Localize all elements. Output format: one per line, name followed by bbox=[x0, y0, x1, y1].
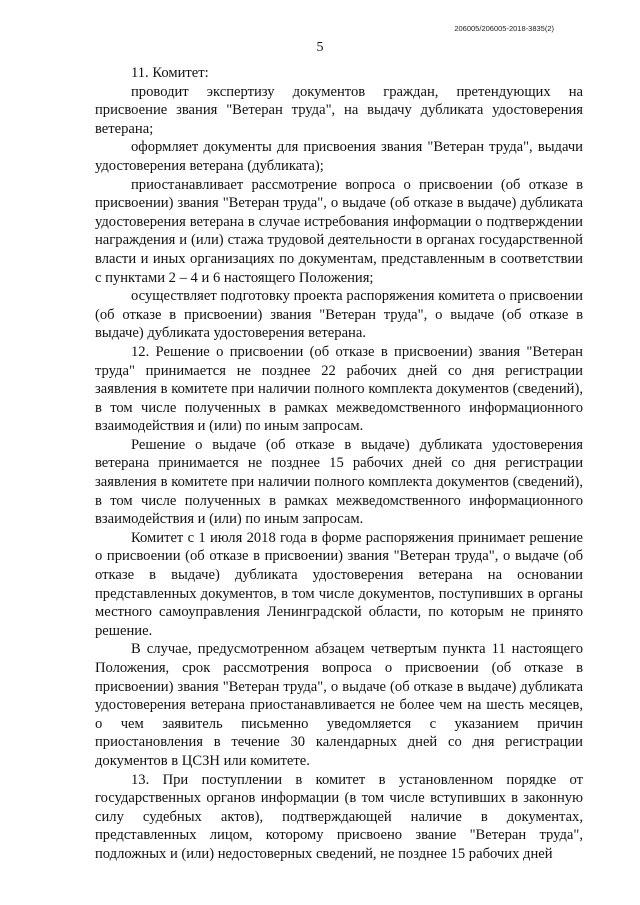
paragraph-suspension: приостанавливает рассмотрение вопроса о присвоении (об отказе в присвоении) звания "Ветеран труда", о выдаче (об отказе в выдаче) дубликата удостоверения ветерана в случае истребования информации о подтверждении награждения и (или) стажа трудовой деятельности в органах государственной власти и иных организациях по документам, представленным в соответствии с пунктами 2 – 4 и 6 настоящего Положения; bbox=[95, 176, 583, 286]
paragraph-duplicate-decision: Решение о выдаче (об отказе в выдаче) дубликата удостоверения ветерана принимается не позднее 15 рабочих дней со дня регистрации заявления в комитете при наличии полного комплекта документов (сведений), в том числе полученных в рамках межведомственного информационного взаимодействия и (или) по иным запросам. bbox=[95, 436, 583, 528]
paragraph-12-decision: 12. Решение о присвоении (об отказе в присвоении) звания "Ветеран труда" принимается не позднее 22 рабочих дней со дня регистрации заявления в комитете при наличии полного комплекта документов (сведений), в том числе полученных в рамках межведомственного информационного взаимодействия и (или) по иным запросам. bbox=[95, 343, 583, 435]
paragraph-suspension-term: В случае, предусмотренном абзацем четвертым пункта 11 настоящего Положения, срок рассмотрения вопроса о присвоении (об отказе в присвоении) звания "Ветеран труда", о выдаче (об отказе в выдаче) дубликата удостоверения ветерана приостанавливается не более чем на шесть месяцев, о чем заявитель письменно уведомляется с указанием причин приостановления в течение 30 календарных дней со дня регистрации документов в ЦСЗН или комитете. bbox=[95, 641, 583, 769]
paragraph-draft-order: осуществляет подготовку проекта распоряжения комитета о присвоении (об отказе в присвоении) звания "Ветеран труда", о выдаче (об отказе в выдаче) дубликата удостоверения ветерана. bbox=[95, 288, 583, 342]
paragraph-committee-order: Комитет с 1 июля 2018 года в форме распоряжения принимает решение о присвоении (об отказе в присвоении) звания "Ветеран труда", о выдаче (об отказе в выдаче) дубликата удостоверения ветерана на основании представленных документов, в том числе документов, поступивших в органы местного самоуправления Ленинградской области, по которым не принято решение. bbox=[95, 529, 583, 639]
document-code: 206005/206005-2018-3835(2) bbox=[454, 24, 554, 33]
paragraph-documents: оформляет документы для присвоения звания "Ветеран труда", выдачи удостоверения ветерана (дубликата); bbox=[95, 139, 583, 174]
paragraph-expertise: проводит экспертизу документов граждан, претендующих на присвоение звания "Ветеран труда", на выдачу дубликата удостоверения ветерана; bbox=[95, 83, 583, 137]
page-number: 5 bbox=[316, 40, 324, 55]
paragraph-13: 13. При поступлении в комитет в установленном порядке от государственных органов информации (в том числе вступивших в законную силу судебных актов), подтверждающей наличие в документах, представленных лицом, которому присвоено звание "Ветеран труда", подложных и (или) недостоверных сведений, не позднее 15 рабочих дней bbox=[95, 771, 583, 862]
document-body bbox=[95, 64, 583, 864]
paragraph-11-heading: 11. Комитет: bbox=[131, 65, 209, 81]
